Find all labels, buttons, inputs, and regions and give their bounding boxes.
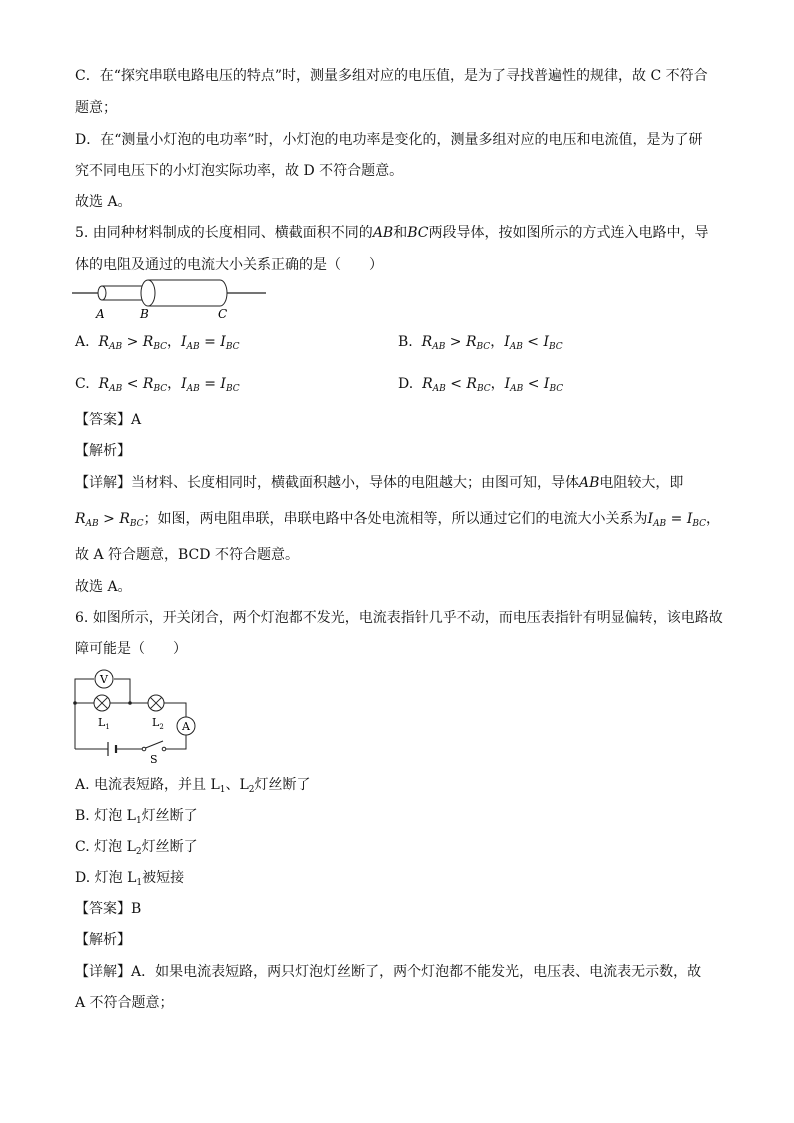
switch-contact-left xyxy=(142,747,146,751)
switch-blade xyxy=(146,741,164,748)
q5-stem-line1: 5. 由同种材料制成的长度相同、横截面积不同的AB和BC两段导体，按如图所示的方式连入电路中，导 xyxy=(75,225,709,241)
q6-stem-line2: 障可能是（ ） xyxy=(75,641,187,657)
conductor-bc xyxy=(148,280,227,306)
wire-mid-right xyxy=(164,703,186,717)
ammeter-label: A xyxy=(182,720,190,733)
q6-detail-line1: 【详解】A．如果电流表短路，两只灯泡灯丝断了，两个灯泡都不能发光，电压表、电流表无示数，故 xyxy=(75,964,702,980)
q5-option-d[interactable]: D. $R_{AB} < R_{BC}$，$I_{AB} < I_{BC}$ xyxy=(398,376,564,394)
q4-option-c-line1: C．在“探究串联电路电压的特点”时，测量多组对应的电压值，是为了寻找普遍性的规律，故 C 不符合 xyxy=(75,68,708,84)
switch-label: S xyxy=(150,753,158,765)
lamp-l1-label: $L_1$ xyxy=(98,716,110,731)
q5-answer: 【答案】A xyxy=(75,412,142,428)
q5-option-a[interactable]: A. $R_{AB} > R_{BC}$，$I_{AB} = I_{BC}$ xyxy=(75,334,240,352)
q5-stem-line2: 体的电阻及通过的电流大小关系正确的是（ ） xyxy=(75,257,383,273)
q6-option-d[interactable]: D. 灯泡 $L_1$被短接 xyxy=(75,870,185,888)
q6-stem-line1: 6. 如图所示，开关闭合，两个灯泡都不发光，电流表指针几乎不动，而电压表指针有明显偏转，该电路故 xyxy=(75,610,723,626)
q4-option-d-line1: D．在“测量小灯泡的电功率”时，小灯泡的电功率是变化的，测量多组对应的电压和电流值，是为了研 xyxy=(75,132,703,148)
q5-option-c[interactable]: C. $R_{AB} < R_{BC}$，$I_{AB} = I_{BC}$ xyxy=(75,376,240,394)
wire-right xyxy=(166,735,186,749)
q5-detail-line2: $R_{AB} > R_{BC}$；如图，两电阻串联，串联电路中各处电流相等，所以通过它们的电流大小关系为$I_{AB} = I_{BC}$， xyxy=(75,511,721,529)
q6-detail-line2: A 不符合题意； xyxy=(75,995,174,1011)
q4-conclusion: 故选 A。 xyxy=(75,194,132,210)
voltmeter-label: V xyxy=(100,673,108,686)
label-c: C xyxy=(218,307,228,321)
conductor-bc-end xyxy=(141,280,155,306)
junction-mid xyxy=(128,701,132,705)
q6-circuit-figure xyxy=(70,665,205,765)
q6-analysis-heading: 【解析】 xyxy=(75,932,131,948)
q5-option-b[interactable]: B. $R_{AB} > R_{BC}$，$I_{AB} < I_{BC}$ xyxy=(398,334,563,352)
q5-conductor-figure xyxy=(70,276,270,324)
q4-option-d-line2: 究不同电压下的小灯泡实际功率，故 D 不符合题意。 xyxy=(75,163,404,179)
wire-top xyxy=(75,679,94,703)
label-a: A xyxy=(96,307,105,321)
wire-top-right xyxy=(114,679,130,703)
q5-detail-line1: 【详解】当材料、长度相同时，横截面积越小，导体的电阻越大；由图可知，导体AB电阻较大，即 xyxy=(75,475,684,491)
q6-answer: 【答案】B xyxy=(75,901,142,917)
q5-conclusion: 故选 A。 xyxy=(75,579,132,595)
conductor-ab-end xyxy=(98,286,106,300)
junction-left xyxy=(73,701,77,705)
q5-detail-line3: 故 A 符合题意，BCD 不符合题意。 xyxy=(75,547,299,563)
q6-option-a[interactable]: A. 电流表短路，并且 $L_1$、$L_2$灯丝断了 xyxy=(75,777,311,795)
q6-option-b[interactable]: B. 灯泡 $L_1$灯丝断了 xyxy=(75,808,198,826)
q4-option-c-line2: 题意； xyxy=(75,100,117,116)
q6-option-c[interactable]: C. 灯泡 $L_2$灯丝断了 xyxy=(75,839,198,857)
label-b: B xyxy=(140,307,149,321)
switch-contact-right xyxy=(162,747,166,751)
lamp-l2-label: $L_2$ xyxy=(152,716,164,731)
q5-analysis-heading: 【解析】 xyxy=(75,443,131,459)
